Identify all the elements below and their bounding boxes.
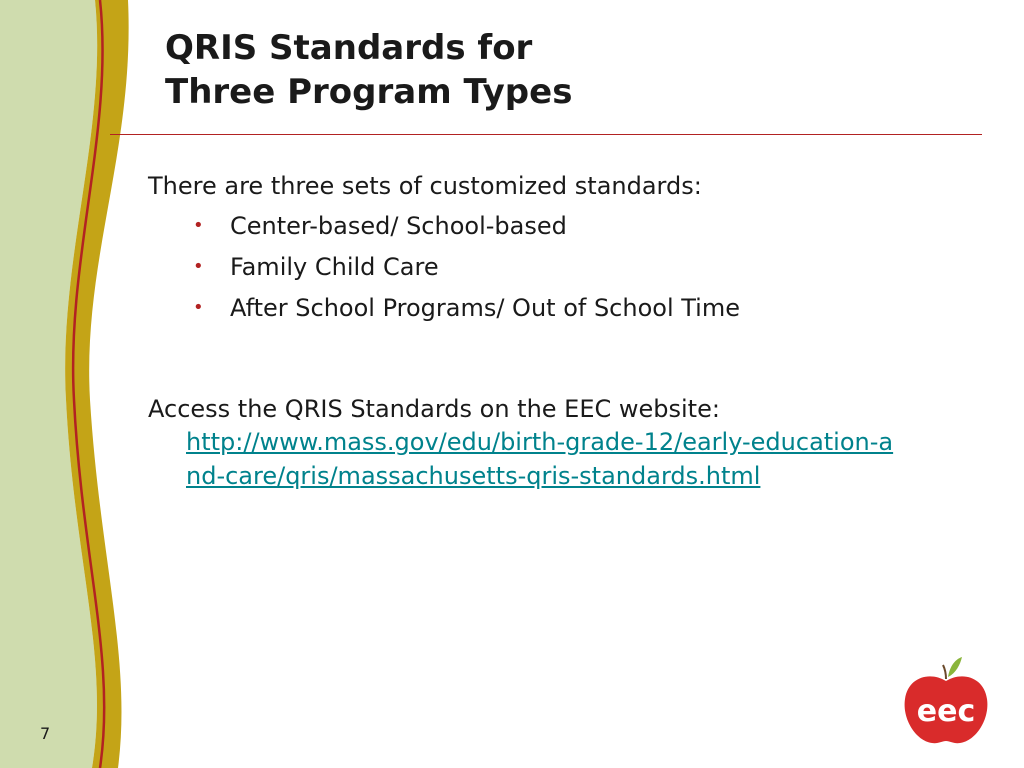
bullet-text: Family Child Care xyxy=(230,253,439,281)
list-item xyxy=(148,251,988,292)
slide-title xyxy=(165,26,572,114)
access-text: Access the QRIS Standards on the EEC website: xyxy=(148,395,720,423)
eec-apple-logo-icon xyxy=(900,655,992,747)
bullet-icon: • xyxy=(193,215,204,236)
list-item xyxy=(148,292,988,333)
page-number: 7 xyxy=(40,724,51,743)
title-line-1: QRIS Standards for xyxy=(165,28,533,68)
logo-text: eec xyxy=(916,694,976,729)
bullet-icon: • xyxy=(193,297,204,318)
title-divider xyxy=(110,134,982,135)
list-item xyxy=(148,210,988,251)
intro-text: There are three sets of customized standards: xyxy=(148,172,702,200)
bullet-icon: • xyxy=(193,256,204,277)
qris-standards-link[interactable]: http://www.mass.gov/edu/birth-grade-12/early-education-and-care/qris/massachusetts-qris-standards.html xyxy=(186,428,894,490)
bullet-text: Center-based/ School-based xyxy=(230,212,567,240)
program-type-list xyxy=(148,210,988,333)
bullet-text: After School Programs/ Out of School Time xyxy=(230,294,740,322)
title-line-2: Three Program Types xyxy=(165,72,573,112)
slide-body xyxy=(148,170,988,493)
